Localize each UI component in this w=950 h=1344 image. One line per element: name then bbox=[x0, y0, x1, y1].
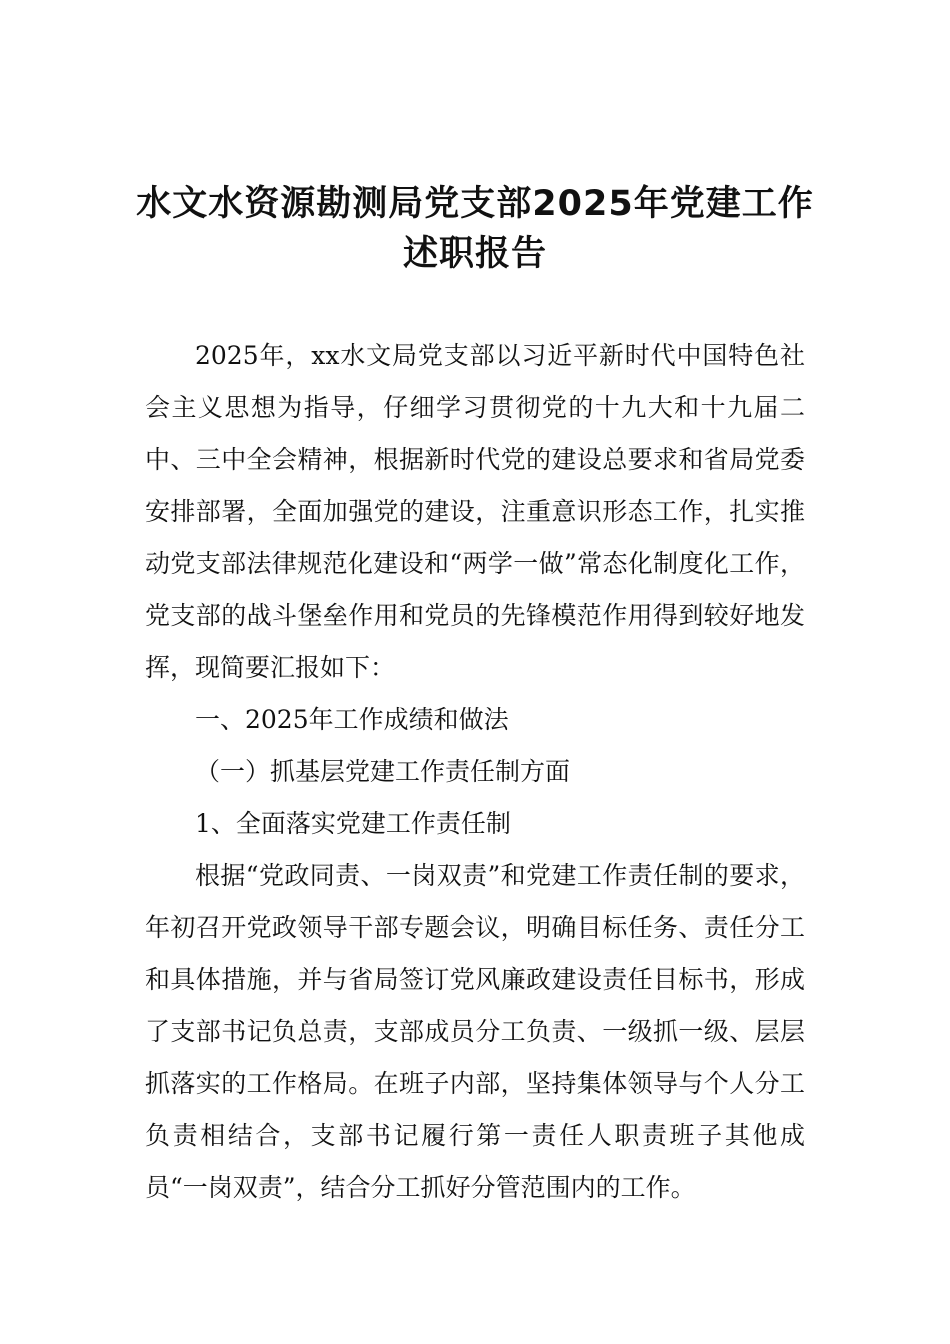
section-heading: 一、2025年工作成绩和做法 bbox=[195, 705, 509, 734]
subsection-heading: （一）抓基层党建工作责任制方面 bbox=[195, 757, 571, 786]
item-heading: 1、全面落实党建工作责任制 bbox=[195, 809, 511, 838]
body-paragraph: 根据“党政同责、一岗双责”和党建工作责任制的要求，年初召开党政领导干部专题会议，明确目标任务、责任分工和具体措施，并与省局签订党风廉政建设责任目标书，形成了支部书记负总责，支部成员分工负责、一级抓一级、层层抓落实的工作格局。在班子内部，坚持集体领导与个人分工负责相结合，支部书记履行第一责任人职责班子其他成员“一岗双责”，结合分工抓好分管范围内的工作。 bbox=[145, 861, 805, 1202]
document-title-line-1: 水文水资源勘测局党支部2025年党建工作 bbox=[136, 184, 814, 224]
document-body bbox=[145, 330, 805, 1214]
intro-paragraph: 2025年，xx水文局党支部以习近平新时代中国特色社会主义思想为指导，仔细学习贯彻党的十九大和十九届二中、三中全会精神，根据新时代党的建设总要求和省局党委安排部署，全面加强党的建设，注重意识形态工作，扎实推动党支部法律规范化建设和“两学一做”常态化制度化工作，党支部的战斗堡垒作用和党员的先锋模范作用得到较好地发挥，现简要汇报如下： bbox=[145, 341, 805, 682]
document-title-line-2: 述职报告 bbox=[402, 234, 547, 274]
